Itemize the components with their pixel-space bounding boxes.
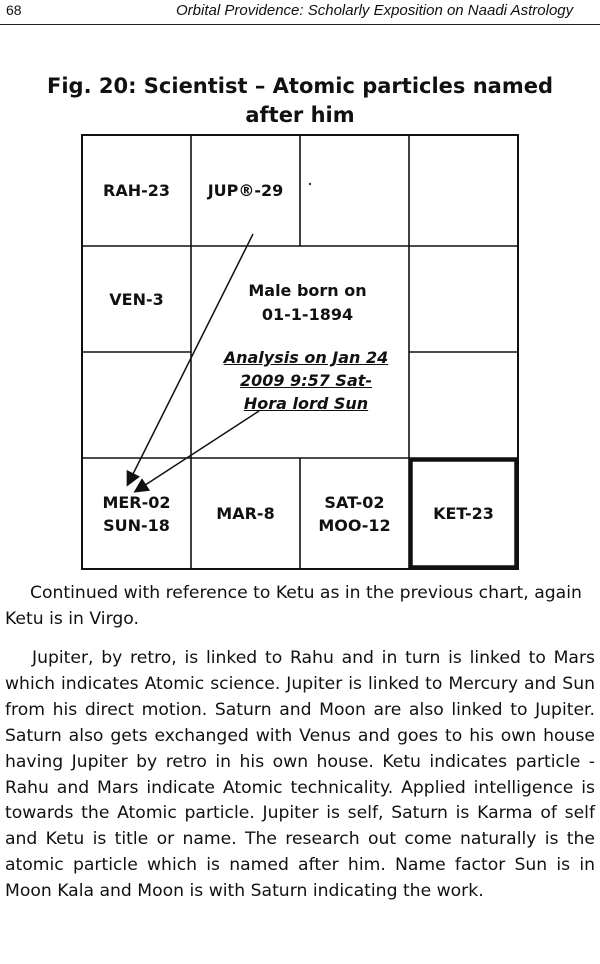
cell-jupiter: JUP®-29 bbox=[207, 181, 284, 200]
figure-title: Fig. 20: Scientist – Atomic particles named after him bbox=[47, 74, 553, 127]
cell-rahu: RAH-23 bbox=[103, 181, 170, 200]
cell-venus: VEN-3 bbox=[109, 289, 164, 309]
moon-label: MOO-12 bbox=[318, 515, 391, 535]
page-number: 68 bbox=[6, 2, 22, 18]
mercury-label: MER-02 bbox=[102, 492, 171, 512]
paragraph-1: Continued with reference to Ketu as in the previous chart, again Ketu is in Virgo. bbox=[5, 583, 582, 629]
birth-date: 01-1-1894 bbox=[261, 305, 354, 324]
analysis-line-2: 2009 9:57 Sat- bbox=[239, 371, 373, 390]
cell-mercury-sun bbox=[82, 458, 191, 569]
paragraph-2: Jupiter, by retro, is linked to Rahu and in turn is linked to Mars which indicates Atomic science. Jupiter is linked to Mercury and Sun from his direct motion. Saturn and Moon are also linked to Jupiter. Saturn also gets exchanged with Venus and goes to his own house having Jupiter by retro in his own house. Ketu indicates particle - Rahu and Mars indicate Atomic technicality. Applied intelligence is towards the Atomic particle. Jupiter is self, Saturn is Karma of self and Ketu is title or name. The research out come naturally is the atomic particle which is named after him. Name factor Sun is in Moon Kala and Moon is with Saturn indicating the work. bbox=[5, 648, 595, 902]
chart-center bbox=[191, 246, 409, 458]
sun-label: SUN-18 bbox=[103, 515, 170, 535]
cell-mars: MAR-8 bbox=[216, 504, 275, 523]
analysis-note bbox=[191, 346, 409, 415]
cell-saturn-moon bbox=[300, 458, 409, 569]
birth-line: Male born on bbox=[248, 281, 367, 300]
page-header bbox=[0, 0, 600, 25]
analysis-line-3: Hora lord Sun bbox=[243, 394, 369, 413]
saturn-label: SAT-02 bbox=[324, 492, 385, 512]
running-title: Orbital Providence: Scholarly Exposition on Naadi Astrology bbox=[176, 2, 574, 19]
analysis-line-1: Analysis on Jan 24 bbox=[223, 348, 389, 367]
birth-chart bbox=[81, 134, 519, 570]
cell-ketu: KET-23 bbox=[433, 504, 494, 523]
